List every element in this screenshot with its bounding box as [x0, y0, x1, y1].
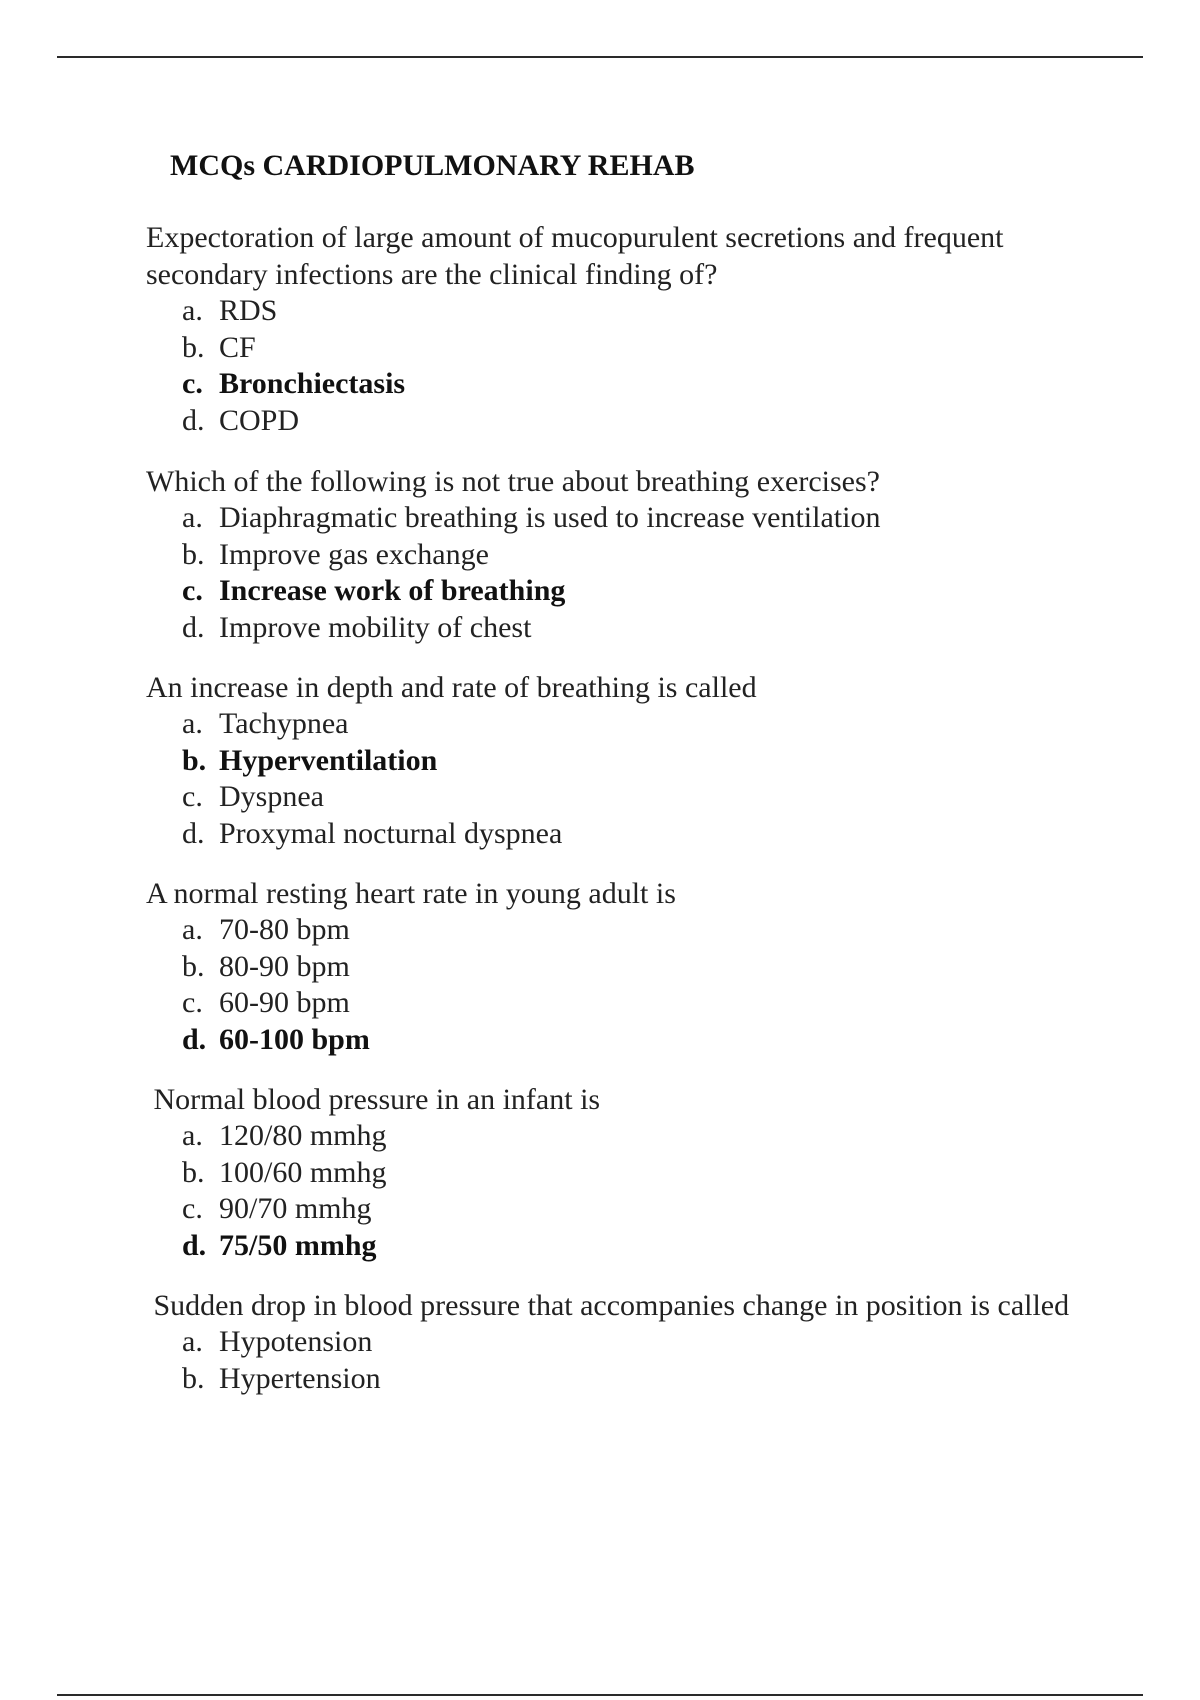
option-b-correct — [146, 743, 1096, 780]
option-letter: c. — [182, 780, 203, 813]
option-text: 70-80 bpm — [219, 913, 350, 946]
option-letter: c. — [182, 574, 203, 607]
option-text: Proxymal nocturnal dyspnea — [219, 816, 563, 850]
option-text: Diaphragmatic breathing is used to increase ventilation — [219, 501, 881, 534]
option-list — [146, 293, 1096, 439]
option-c — [146, 1191, 1096, 1228]
option-c — [146, 985, 1096, 1022]
option-letter: a. — [182, 294, 203, 327]
option-list — [146, 912, 1096, 1058]
option-text: Improve mobility of chest — [219, 610, 532, 644]
option-b — [146, 537, 1096, 574]
question-text: Which of the following is not true about breathing exercises? — [146, 465, 880, 498]
option-text: COPD — [219, 403, 300, 437]
question-text: An increase in depth and rate of breathing is called — [146, 671, 757, 704]
option-d-correct — [146, 1022, 1096, 1059]
option-text: 90/70 mmhg — [219, 1192, 372, 1225]
option-list — [146, 706, 1096, 852]
question-text: Normal blood pressure in an infant is — [146, 1083, 601, 1116]
option-list — [146, 1118, 1096, 1264]
option-list — [146, 500, 1096, 646]
option-text: Improve gas exchange — [219, 537, 489, 571]
page-title: MCQs CARDIOPULMONARY REHAB — [170, 149, 695, 182]
option-list — [146, 1324, 1096, 1397]
option-text: 60-100 bpm — [219, 1022, 370, 1056]
option-c — [146, 779, 1096, 816]
option-letter: d. — [182, 1022, 207, 1056]
option-letter: d. — [182, 403, 205, 437]
option-letter: a. — [182, 1119, 203, 1152]
option-a — [146, 500, 1096, 537]
option-b — [146, 949, 1096, 986]
option-letter: d. — [182, 816, 205, 850]
option-letter: a. — [182, 501, 203, 534]
option-letter: a. — [182, 707, 203, 740]
question-4 — [146, 875, 1096, 1058]
bottom-rule — [57, 1694, 1143, 1696]
question-3 — [146, 669, 1096, 852]
option-text: Increase work of breathing — [219, 574, 566, 607]
option-letter: c. — [182, 986, 203, 1019]
option-d — [146, 403, 1096, 440]
option-text: 75/50 mmhg — [219, 1228, 377, 1262]
option-text: Bronchiectasis — [219, 367, 406, 400]
option-d — [146, 610, 1096, 647]
option-letter: a. — [182, 913, 203, 946]
option-letter: c. — [182, 367, 203, 400]
option-text: Hyperventilation — [219, 743, 438, 777]
option-text: Dyspnea — [219, 780, 324, 813]
option-a — [146, 1324, 1096, 1361]
option-text: Hypotension — [219, 1325, 373, 1358]
option-d — [146, 816, 1096, 853]
option-a — [146, 293, 1096, 330]
option-b — [146, 1155, 1096, 1192]
option-letter: c. — [182, 1192, 203, 1225]
option-text: RDS — [219, 294, 278, 327]
question-2 — [146, 463, 1096, 646]
option-b — [146, 330, 1096, 367]
question-1 — [146, 219, 1096, 439]
option-letter: b. — [182, 1155, 205, 1189]
question-text: Expectoration of large amount of mucopurulent secretions and frequent secondary infections are the clinical finding of? — [146, 221, 1004, 291]
option-letter: b. — [182, 743, 207, 777]
option-a — [146, 706, 1096, 743]
option-c-correct — [146, 366, 1096, 403]
question-5 — [146, 1081, 1096, 1264]
question-6 — [146, 1287, 1096, 1397]
question-text: Sudden drop in blood pressure that accompanies change in position is called — [146, 1289, 1070, 1322]
option-letter: d. — [182, 1228, 207, 1262]
option-text: Hypertension — [219, 1361, 381, 1395]
option-text: 60-90 bpm — [219, 986, 350, 1019]
option-c-correct — [146, 573, 1096, 610]
option-text: 120/80 mmhg — [219, 1119, 387, 1152]
option-b — [146, 1361, 1096, 1398]
option-d-correct — [146, 1228, 1096, 1265]
option-letter: b. — [182, 949, 205, 983]
option-text: 80-90 bpm — [219, 949, 350, 983]
option-letter: b. — [182, 537, 205, 571]
option-text: CF — [219, 330, 256, 364]
option-text: Tachypnea — [219, 707, 349, 740]
option-text: 100/60 mmhg — [219, 1155, 387, 1189]
top-rule — [57, 56, 1143, 58]
option-letter: b. — [182, 1361, 205, 1395]
question-text: A normal resting heart rate in young adult is — [146, 877, 676, 910]
option-letter: d. — [182, 610, 205, 644]
option-letter: b. — [182, 330, 205, 364]
option-a — [146, 912, 1096, 949]
option-a — [146, 1118, 1096, 1155]
option-letter: a. — [182, 1325, 203, 1358]
